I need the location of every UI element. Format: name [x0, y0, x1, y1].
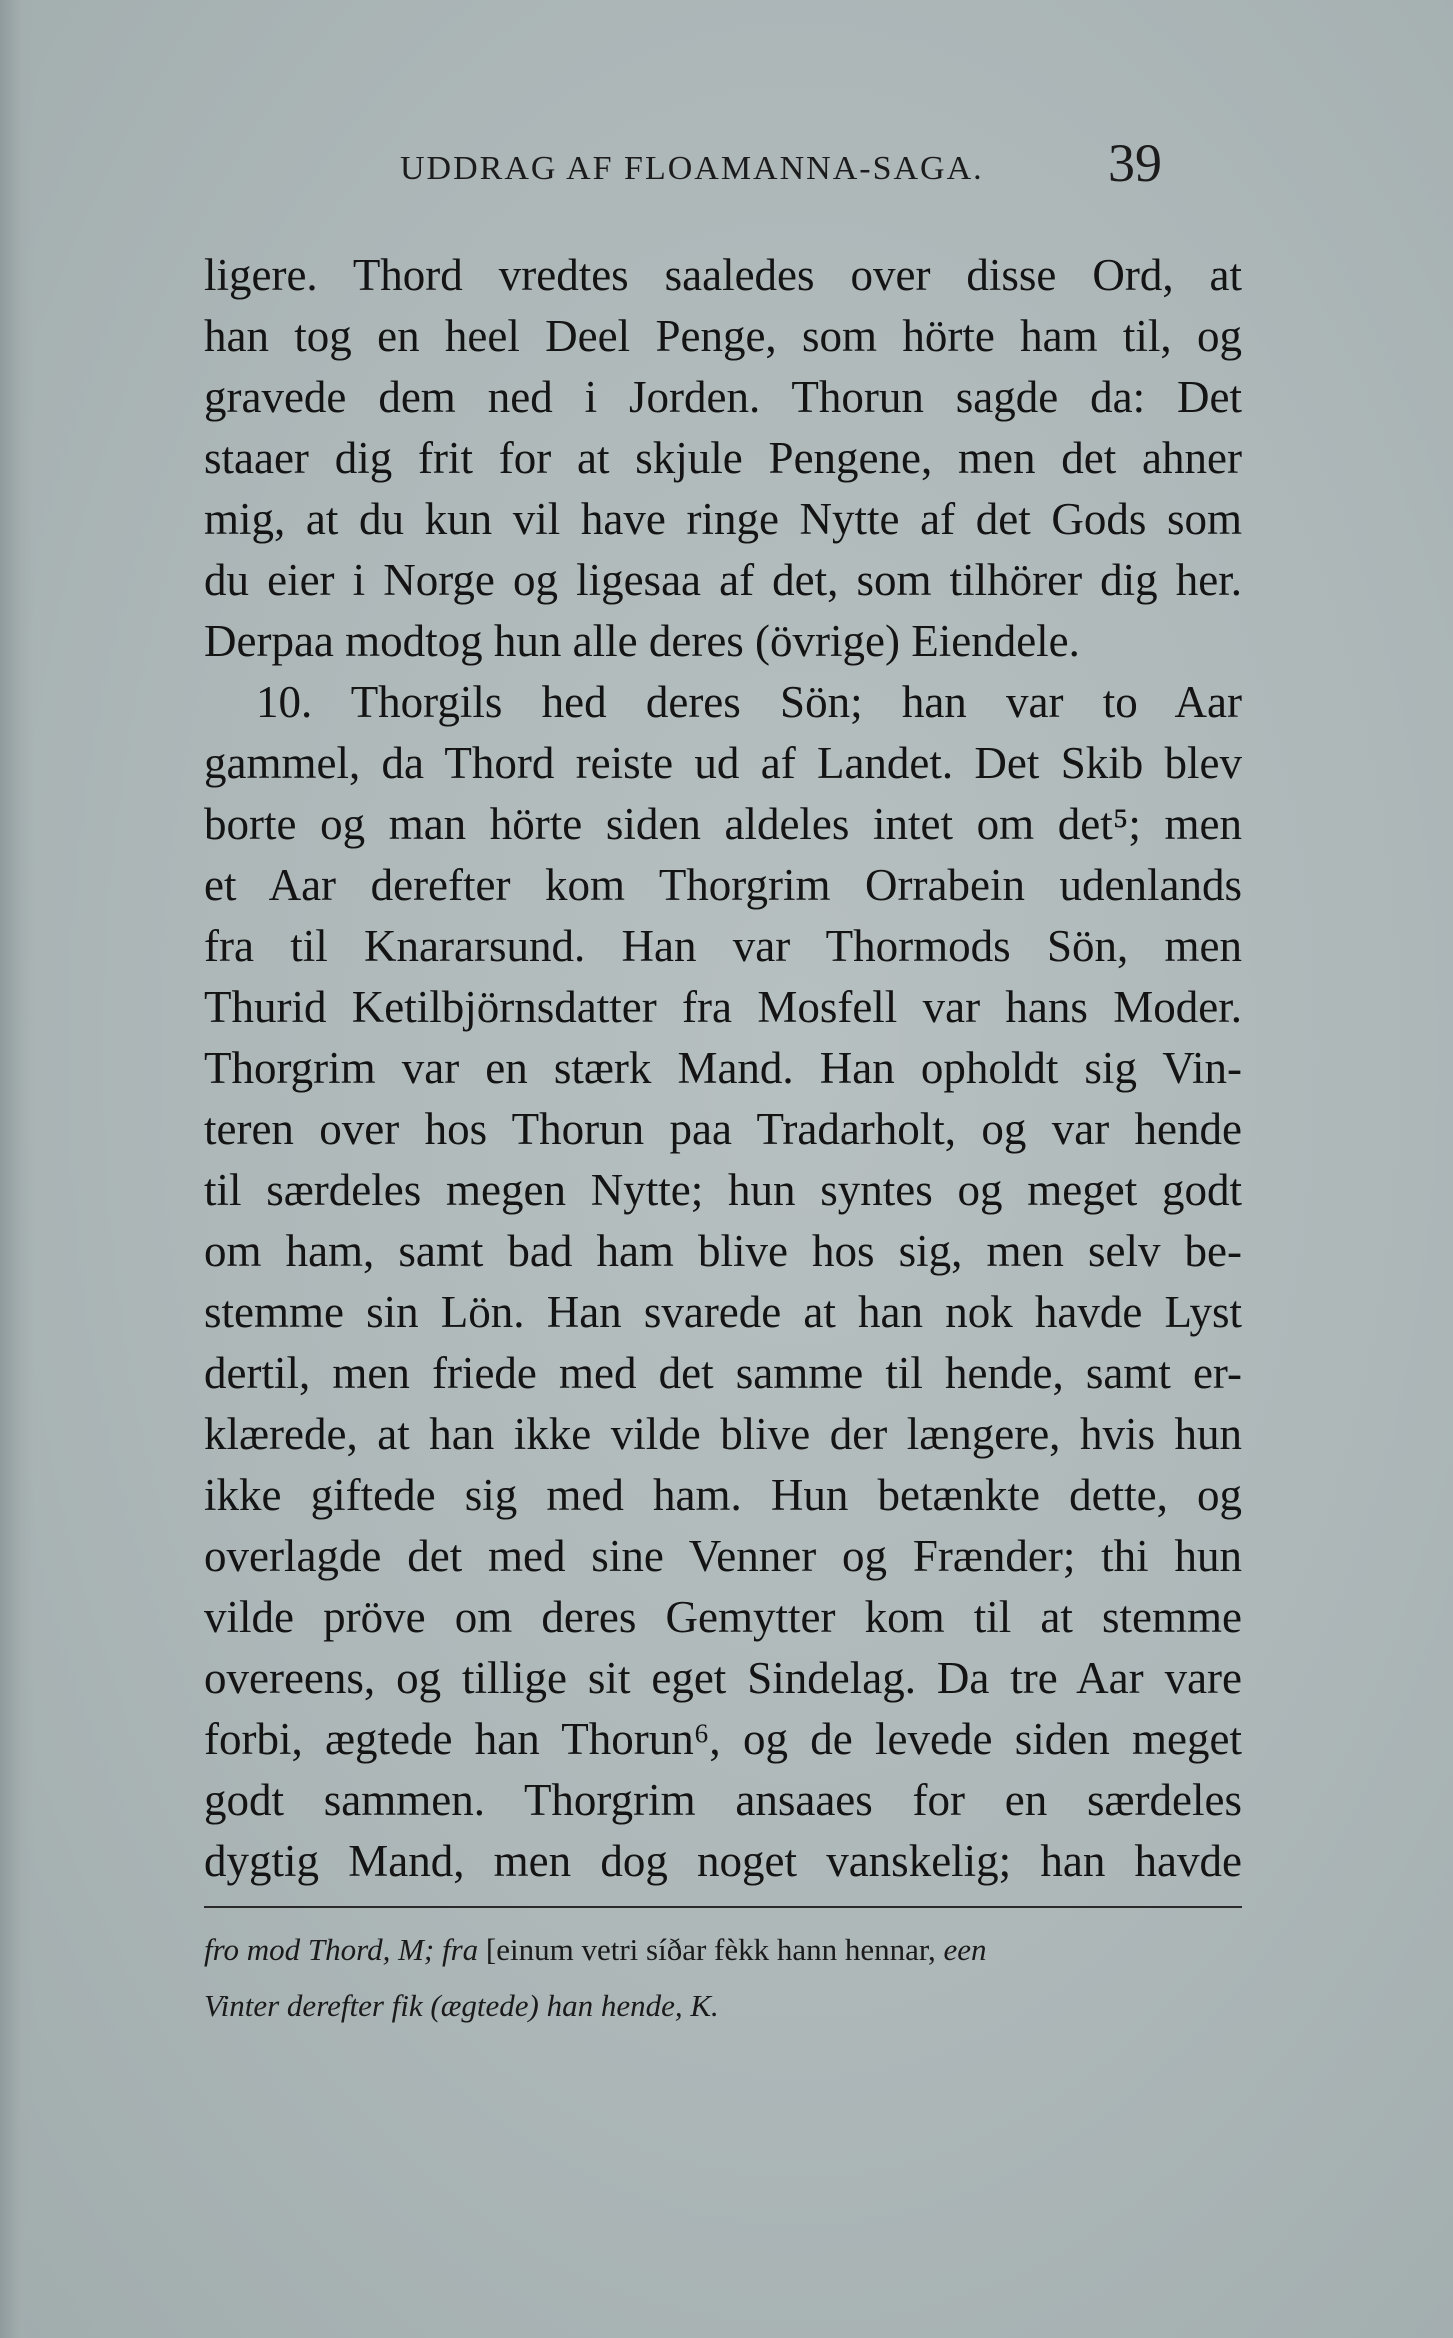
text-line: staaer dig frit for at skjule Pengene, men det ahner	[204, 433, 1242, 483]
text-line: Thurid Ketilbjörnsdatter fra Mosfell var hans Moder.	[204, 982, 1242, 1032]
text-line: du eier i Norge og ligesaa af det, som tilhörer dig her.	[204, 555, 1242, 605]
footnote-translation-start: fro mod Thord, M; fra	[204, 1932, 479, 1967]
text-line: 10. Thorgils hed deres Sön; han var to Aar	[256, 677, 1242, 727]
footnotes	[204, 1922, 1254, 2034]
text-line: Derpaa modtog hun alle deres (övrige) Eiendele.	[204, 616, 1080, 666]
page-binding-edge	[0, 0, 34, 2338]
text-line: ligere. Thord vredtes saaledes over disse Ord, at	[204, 250, 1242, 300]
text-line: dertil, men friede med det samme til hende, samt er-	[204, 1348, 1242, 1398]
text-line: borte og man hörte siden aldeles intet om det⁵; men	[204, 799, 1242, 849]
page-number: 39	[1108, 133, 1162, 193]
text-line: gravede dem ned i Jorden. Thorun sagde da: Det	[204, 372, 1242, 422]
text-line: teren over hos Thorun paa Tradarholt, og var hende	[204, 1104, 1242, 1154]
text-line: dygtig Mand, men dog noget vanskelig; han havde	[204, 1836, 1242, 1886]
text-line: om ham, samt bad ham blive hos sig, men selv be-	[204, 1226, 1242, 1276]
text-line: et Aar derefter kom Thorgrim Orrabein udenlands	[204, 860, 1242, 910]
footnote-line	[204, 1922, 1254, 1978]
text-line: mig, at du kun vil have ringe Nytte af det Gods som	[204, 494, 1242, 544]
text-line: han tog en heel Deel Penge, som hörte ham til, og	[204, 311, 1242, 361]
text-line: overlagde det med sine Venner og Frænder; thi hun	[204, 1531, 1242, 1581]
footnote-line	[204, 1978, 1254, 2034]
text-line: Thorgrim var en stærk Mand. Han opholdt sig Vin-	[204, 1043, 1242, 1093]
text-line: klærede, at han ikke vilde blive der længere, hvis hun	[204, 1409, 1242, 1459]
text-line: vilde pröve om deres Gemytter kom til at stemme	[204, 1592, 1242, 1642]
text-line: forbi, ægtede han Thorun⁶, og de levede siden meget	[204, 1714, 1242, 1764]
footnote-translation-cont: een	[943, 1932, 987, 1967]
footnote-translation-end: Vinter derefter fik (ægtede) han hende, K.	[204, 1988, 719, 2023]
text-line: stemme sin Lön. Han svarede at han nok havde Lyst	[204, 1287, 1242, 1337]
body-text	[204, 245, 1242, 1892]
text-line: ikke giftede sig med ham. Hun betænkte dette, og	[204, 1470, 1242, 1520]
text-line: godt sammen. Thorgrim ansaaes for en særdeles	[204, 1775, 1242, 1825]
text-line: til særdeles megen Nytte; hun syntes og meget godt	[204, 1165, 1242, 1215]
footnote-old-norse-quote: [einum vetri síðar fèkk hann hennar,	[485, 1932, 936, 1967]
running-title: UDDRAG AF FLOAMANNA-SAGA.	[400, 150, 984, 187]
footnote-divider	[204, 1906, 1242, 1908]
text-line: fra til Knararsund. Han var Thormods Sön, men	[204, 921, 1242, 971]
text-line: overeens, og tillige sit eget Sindelag. Da tre Aar vare	[204, 1653, 1242, 1703]
text-line: gammel, da Thord reiste ud af Landet. Det Skib blev	[204, 738, 1242, 788]
